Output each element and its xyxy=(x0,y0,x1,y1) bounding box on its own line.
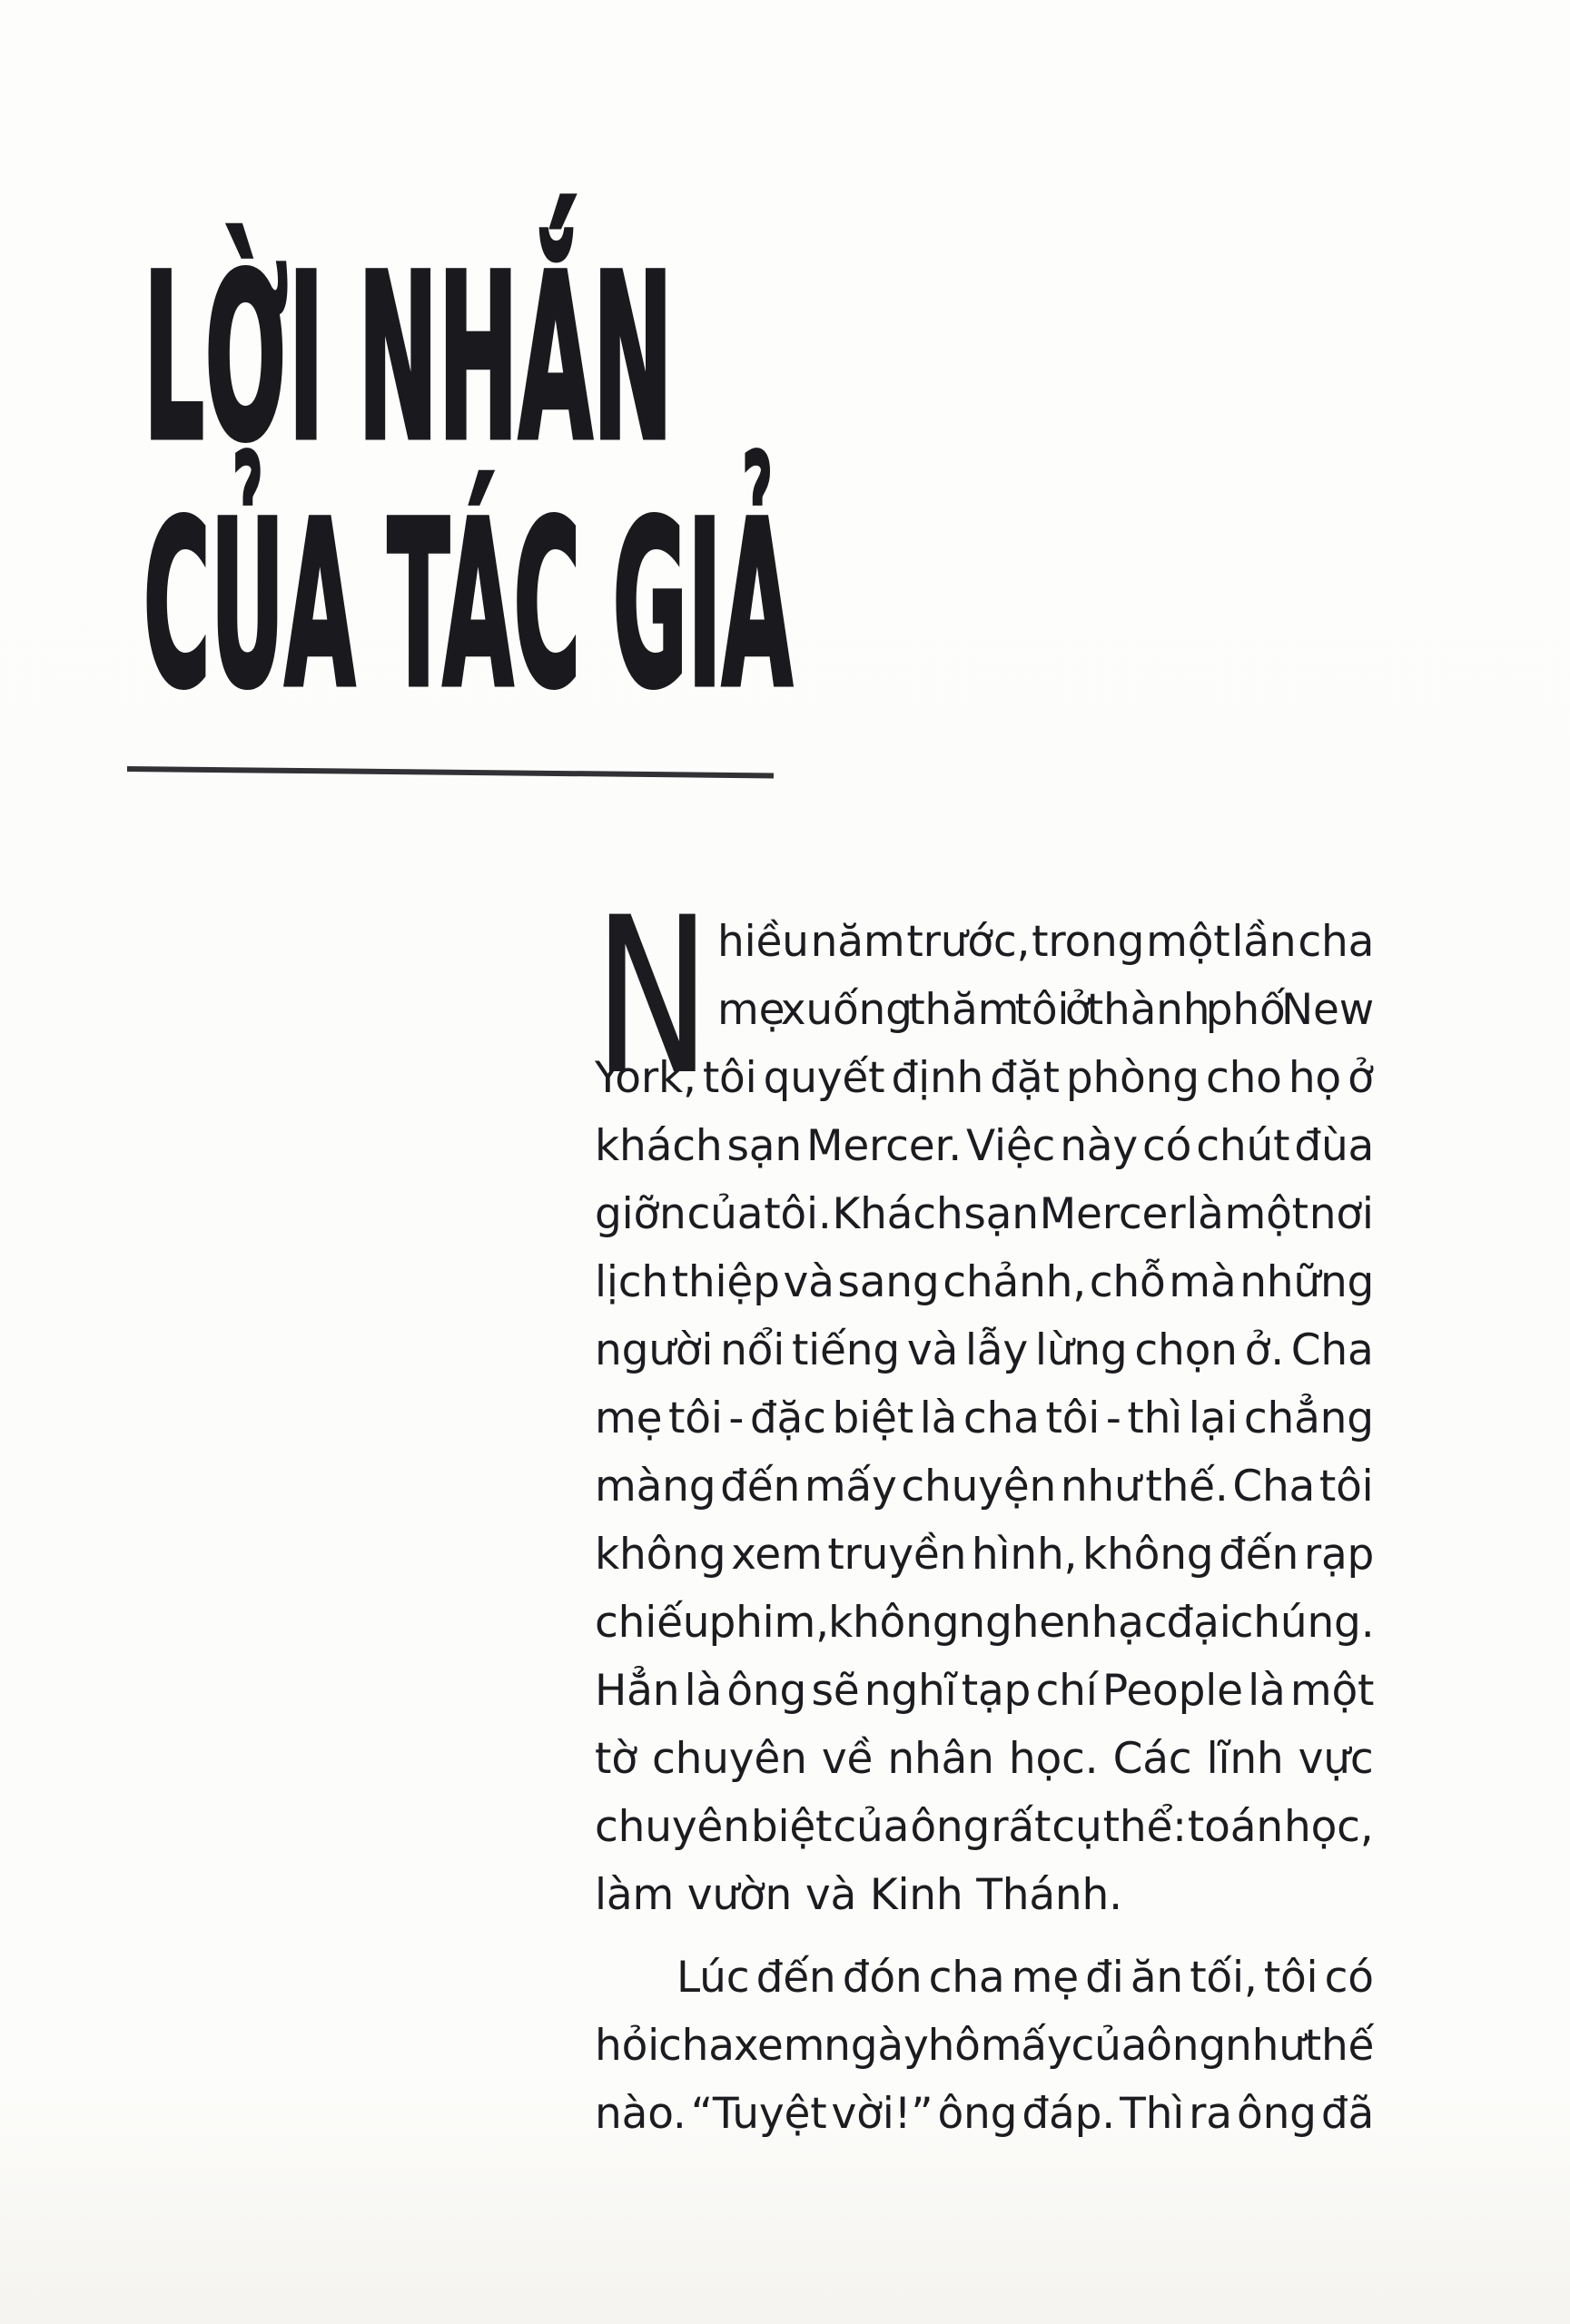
drop-cap: N xyxy=(595,873,710,1121)
body-line: Hẳn là ông sẽ nghĩ tạp chí People là một xyxy=(595,1666,1375,1716)
body-line: chiếu phim, không nghe nhạc đại chúng. xyxy=(595,1598,1375,1648)
body-line: York, tôi quyết định đặt phòng cho họ ở xyxy=(595,1053,1374,1103)
title-underline xyxy=(127,766,774,778)
chapter-title-line-2: CỦA TÁC GIẢ xyxy=(143,473,794,737)
body-line: hỏi cha xem ngày hôm ấy của ông như thế xyxy=(595,2021,1375,2071)
body-line: người nổi tiếng và lẫy lừng chọn ở. Cha xyxy=(595,1325,1374,1375)
body-lines xyxy=(595,908,1374,2148)
body-line: làm vườn và Kinh Thánh. xyxy=(595,1870,1122,1920)
body-line: nào. “Tuyệt vời!” ông đáp. Thì ra ông đã xyxy=(595,2089,1375,2139)
text-column xyxy=(595,873,1375,2148)
body-line: khách sạn Mercer. Việc này có chút đùa xyxy=(595,1121,1375,1171)
body-line: mẹ xuống thăm tôi ở thành phố New xyxy=(717,985,1374,1035)
body-line: mẹ tôi - đặc biệt là cha tôi - thì lại chẳng xyxy=(595,1393,1374,1443)
body-line: màng đến mấy chuyện như thế. Cha tôi xyxy=(595,1462,1374,1512)
body-line: lịch thiệp và sang chảnh, chỗ mà những xyxy=(595,1257,1375,1307)
body-line: Lúc đến đón cha mẹ đi ăn tối, tôi có xyxy=(676,1953,1374,2003)
body-line: hiều năm trước, trong một lần cha xyxy=(717,917,1375,967)
body-line: tờ chuyên về nhân học. Các lĩnh vực xyxy=(595,1734,1374,1784)
body-line: không xem truyền hình, không đến rạp xyxy=(595,1530,1375,1580)
body-line: giỡn của tôi. Khách sạn Mercer là một nơi xyxy=(595,1189,1374,1239)
chapter-title-line-1: LỜI NHẮN xyxy=(143,226,674,490)
body-line: chuyên biệt của ông rất cụ thể: toán học, xyxy=(595,1802,1374,1852)
